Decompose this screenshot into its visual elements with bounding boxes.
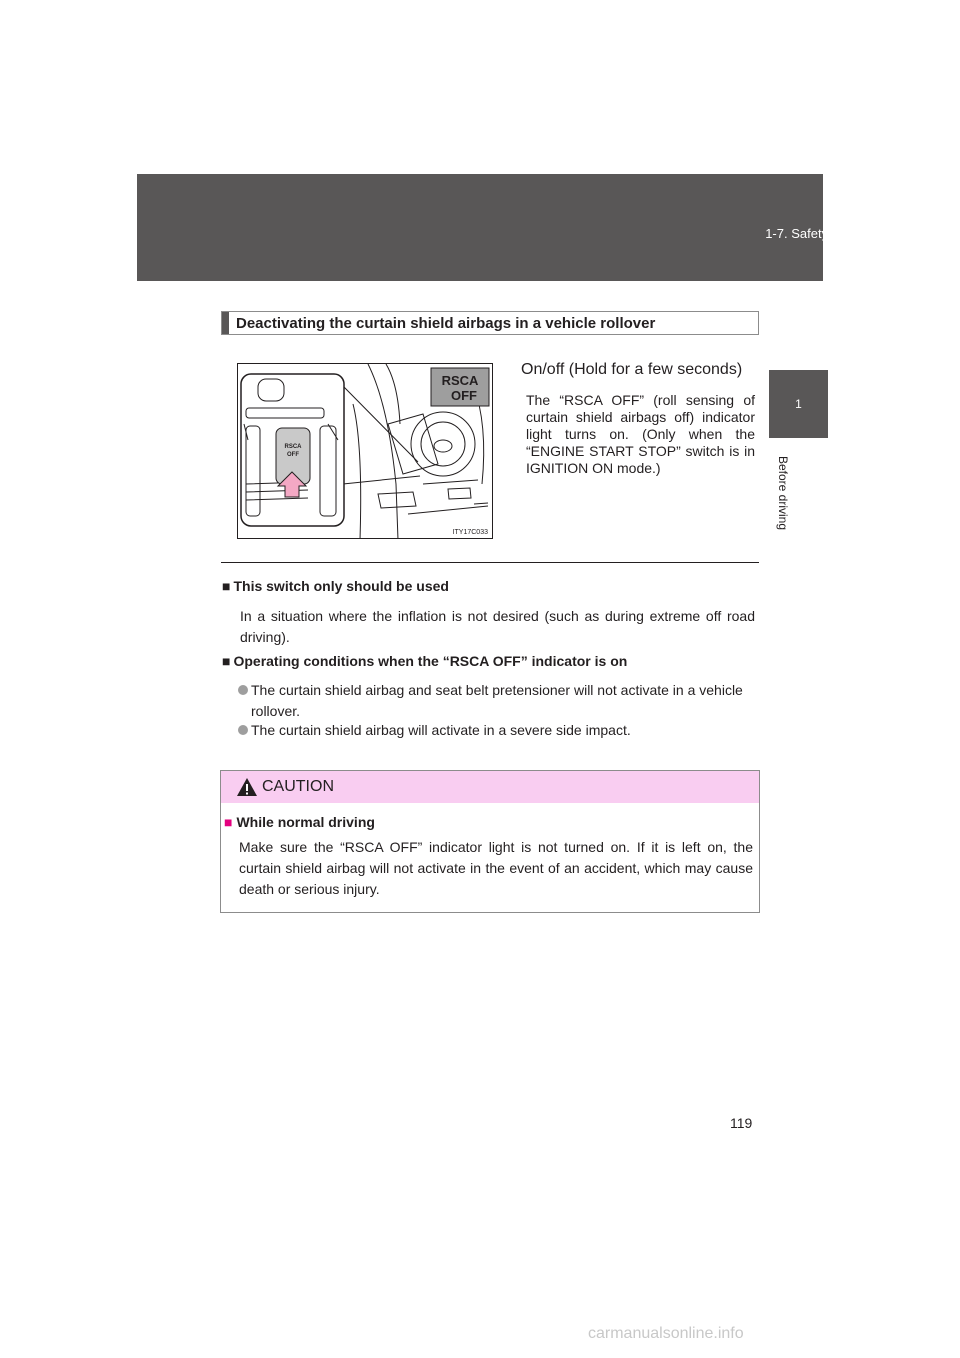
note-heading-switch-use: ■ This switch only should be used (222, 578, 449, 594)
square-bullet-icon: ■ (222, 578, 231, 594)
illustration-code: ITY17C033 (452, 529, 488, 536)
inset-button-label-line2: OFF (287, 452, 299, 458)
note-heading-operating-conditions: ■ Operating conditions when the “RSCA OFF” indicator is on (222, 653, 628, 669)
chapter-tab (769, 370, 828, 438)
caution-subheading: ■ While normal driving (224, 814, 375, 830)
page-number: 119 (730, 1115, 753, 1131)
inset-button-label-line1: RSCA (284, 444, 302, 450)
warning-triangle-icon (236, 777, 258, 797)
caution-text: Make sure the “RSCA OFF” indicator light is not turned on. If it is left on, the curtain shield airbag will not activate in the event of an accident, which may cause death or serious injury. (239, 839, 753, 897)
dashboard-drawing (238, 364, 493, 539)
divider (221, 562, 759, 563)
list-item: The curtain shield airbag and seat belt pretensioner will not activate in a vehicle rollover. (238, 680, 755, 722)
round-bullet-icon (238, 685, 248, 695)
caution-header (221, 771, 759, 803)
badge-label-line1: RSCA (441, 373, 479, 388)
header-section-title: 1-7. Safety information (765, 226, 896, 241)
caution-box (220, 770, 760, 913)
note-text-switch-use: In a situation where the inflation is not desired (such as during extreme off road driving). (240, 608, 755, 645)
callout-description: The “RSCA OFF” (roll sensing of curtain shield airbags off) indicator light turns on. (Only when the “ENGINE START STOP” switch is in IGNITION ON mode.) (526, 392, 755, 476)
header-band (137, 174, 823, 281)
square-bullet-icon: ■ (224, 814, 233, 830)
watermark: carmanualsonline.info (588, 1325, 744, 1342)
list-item: The curtain shield airbag will activate in a severe side impact. (238, 720, 755, 741)
rsca-switch-illustration (237, 363, 493, 539)
section-heading (221, 311, 759, 335)
caution-label: CAUTION (262, 778, 334, 795)
chapter-label (776, 445, 790, 541)
chapter-number: 1 (795, 397, 802, 411)
round-bullet-icon (238, 725, 248, 735)
section-heading-text: Deactivating the curtain shield airbags in a vehicle rollover (236, 315, 656, 332)
callout-title: On/off (Hold for a few seconds) (521, 361, 743, 378)
badge-label-line2: OFF (451, 388, 477, 403)
section-heading-bar (222, 312, 229, 334)
square-bullet-icon: ■ (222, 653, 231, 669)
chapter-label-text: Before driving (776, 455, 790, 531)
